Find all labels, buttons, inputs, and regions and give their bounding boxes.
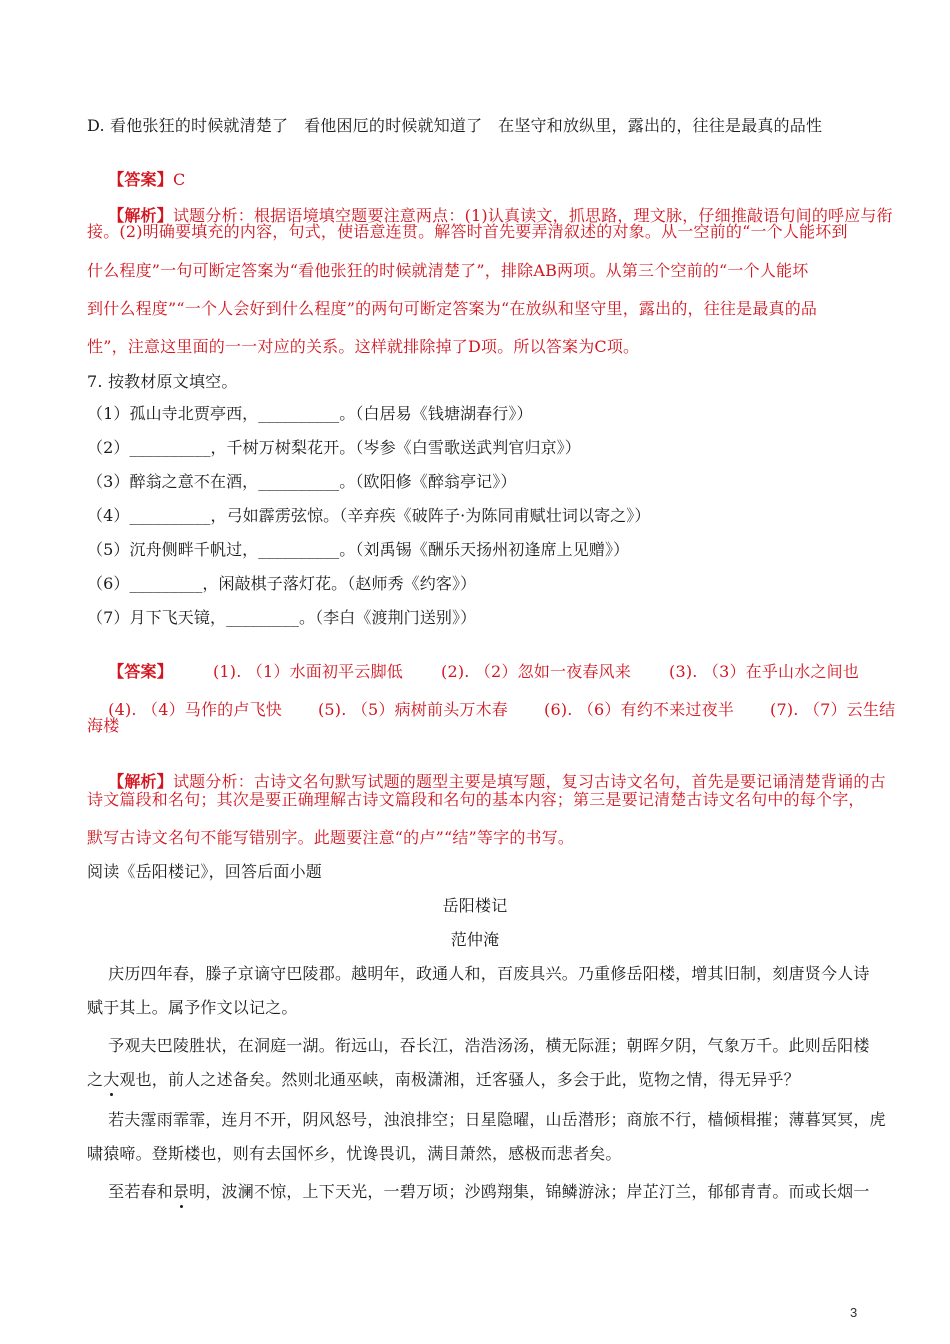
answer-4: (4). （4）马作的卢飞快 <box>108 700 282 719</box>
q7-item-3: （3）醉翁之意不在酒，__________。（欧阳修《醉翁亭记》） <box>87 472 517 491</box>
option-d: D. 看他张狂的时候就清楚了 看他困厄的时候就知道了 在坚守和放纵里，露出的，往往是最真的品性 <box>87 116 823 135</box>
answer-value: C <box>172 170 186 189</box>
page-number: 3 <box>850 1305 858 1320</box>
answer-7: (7). （7）云生结 <box>770 700 896 719</box>
q7-item-6: （6）_________，闲敲棋子落灯花。（赵师秀《约客》） <box>87 574 477 593</box>
passage-p1-line-2: 赋于其上。属予作文以记之。 <box>87 998 298 1017</box>
q7-analysis-line-1: 【解析】试题分析：古诗文名句默写试题的题型主要是填写题，复习古诗文名句，首先是要记诵清楚背诵的古 <box>108 772 886 791</box>
q6-analysis-line-4: 到什么程度”“一个人会好到什么程度”的两句可断定答案为“在放纵和坚守里，露出的，往往是最真的品 <box>87 299 818 318</box>
q7-item-7: （7）月下飞天镜，_________。（李白《渡荆门送别》） <box>87 608 477 627</box>
answer-tag: 【答案】 <box>108 170 173 189</box>
q7-item-2: （2）__________，千树万树梨花开。（岑参《白雪歌送武判官归京》） <box>87 438 581 457</box>
q6-analysis-line-3: 什么程度”一句可断定答案为“看他张狂的时候就清楚了”，排除AB两项。从第三个空前的“一个人能坏 <box>87 261 809 280</box>
emphasis-char: 景 <box>172 1182 190 1201</box>
passage-p2-line-1: 予观夫巴陵胜状，在洞庭一湖。衔远山，吞长江，浩浩汤汤，横无际涯；朝晖夕阴，气象万千。此则岳阳楼 <box>87 1036 870 1055</box>
answer-5: (5). （5）病树前头万木春 <box>317 700 509 719</box>
answer-2: (2). （2）忽如一夜春风来 <box>441 662 632 681</box>
reading-intro: 阅读《岳阳楼记》，回答后面小题 <box>87 862 323 881</box>
q7-stem: 7. 按教材原文填空。 <box>87 372 238 391</box>
answer-tag: 【答案】 <box>108 662 173 681</box>
passage-p3-line-2: 啸猿啼。登斯楼也，则有去国怀乡，忧谗畏讥，满目萧然，感极而悲者矣。 <box>87 1144 622 1163</box>
q7-answer-line-3: 海楼 <box>87 716 120 735</box>
q7-analysis-line-3: 默写古诗文名句不能写错别字。此题要注意“的卢”“结”等字的书写。 <box>87 828 575 847</box>
passage-author: 范仲淹 <box>450 930 500 949</box>
q6-analysis-line-2: 接。(2)明确要填充的内容，句式，使语意连贯。解答时首先要弄清叙述的对象。从一空前的“一个人能坏到 <box>87 222 848 241</box>
answer-3: (3). （3）在乎山水之间也 <box>669 662 860 681</box>
passage-p4-line-1: 至若春和景明，波澜不惊，上下天光，一碧万顷；沙鸥翔集，锦鳞游泳；岸芷汀兰，郁郁青青。而或长烟一 <box>87 1182 870 1201</box>
q7-item-5: （5）沉舟侧畔千帆过，__________。（刘禹锡《酬乐天扬州初逢席上见赠》） <box>87 540 630 559</box>
analysis-tag: 【解析】 <box>108 772 173 791</box>
analysis-tag: 【解析】 <box>108 206 173 225</box>
q7-analysis-line-2: 诗文篇段和名句；其次是要正确理解古诗文篇段和名句的基本内容；第三是要记清楚古诗文名句中的每个字， <box>87 790 865 809</box>
emphasis-char: 大 <box>103 1070 120 1089</box>
passage-p1-line-1: 庆历四年春，滕子京谪守巴陵郡。越明年，政通人和，百废具兴。乃重修岳阳楼，增其旧制，刻唐贤今人诗 <box>87 964 870 983</box>
passage-p3-line-1: 若夫霪雨霏霏，连月不开，阴风怒号，浊浪排空；日星隐曜，山岳潜形；商旅不行，樯倾楫摧；薄暮冥冥，虎 <box>87 1110 886 1129</box>
passage-p2-line-2: 之大观也，前人之述备矣。然则北通巫峡，南极潇湘，迁客骚人，多会于此，览物之情，得无异乎？ <box>87 1070 800 1089</box>
q6-analysis-line-1: 【解析】试题分析：根据语境填空题要注意两点：(1)认真读文，抓思路，理文脉，仔细推敲语句间的呼应与衔 <box>108 206 893 225</box>
q7-item-1: （1）孤山寺北贾亭西，__________。（白居易《钱塘湖春行》） <box>87 404 533 423</box>
q7-answer-line-2 <box>87 680 895 740</box>
answer-6: (6). （6）有约不来过夜半 <box>544 700 735 719</box>
q7-item-4: （4）__________，弓如霹雳弦惊。（辛弃疾《破阵子·为陈同甫赋壮词以寄之》） <box>87 506 651 525</box>
answer-1: (1). （1）水面初平云脚低 <box>212 662 403 681</box>
passage-title: 岳阳楼记 <box>442 896 508 915</box>
q6-analysis-line-5: 性”，注意这里面的一一对应的关系。这样就排除掉了D项。所以答案为C项。 <box>87 337 640 356</box>
